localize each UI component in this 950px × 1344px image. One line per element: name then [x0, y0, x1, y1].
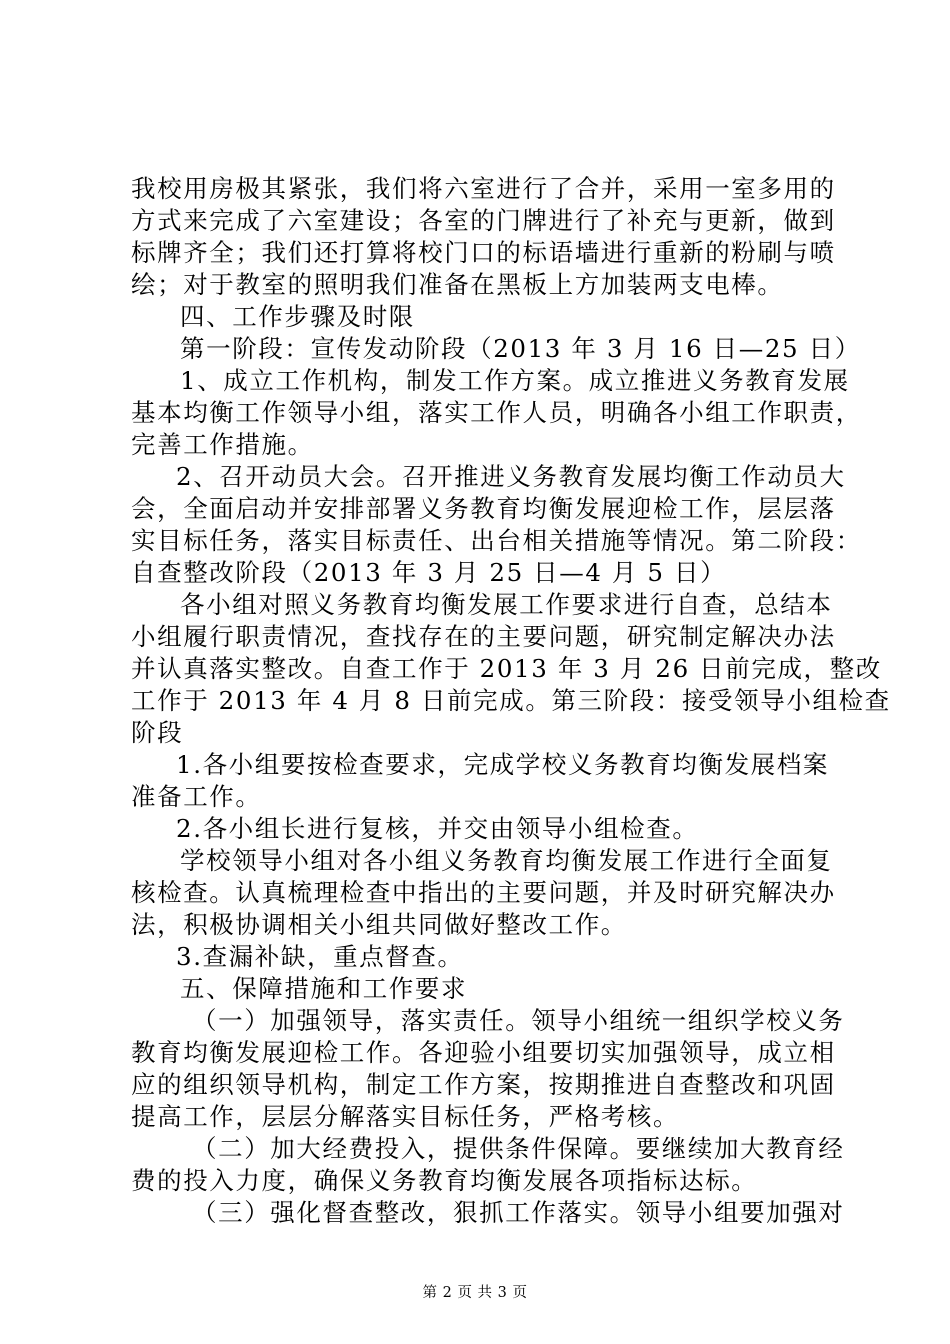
document-body	[131, 173, 891, 1229]
text-line: 方式来完成了六室建设；各室的门牌进行了补充与更新，做到	[131, 206, 836, 235]
text-line: 五、保障措施和工作要求	[180, 974, 468, 1003]
text-line: 阶段	[131, 718, 184, 747]
text-line: 应的组织领导机构，制定工作方案，按期推进自查整改和巩固	[131, 1070, 836, 1099]
text-line: 费的投入力度，确保义务教育均衡发展各项指标达标。	[131, 1166, 758, 1195]
text-line: 绘；对于教室的照明我们准备在黑板上方加装两支电棒。	[131, 270, 784, 299]
text-line: 工作于 2013 年 4 月 8 日前完成。第三阶段：接受领导小组检查	[131, 686, 891, 715]
text-line: 1、成立工作机构，制发工作方案。成立推进义务教育发展	[180, 366, 850, 395]
text-line: 法，积极协调相关小组共同做好整改工作。	[131, 910, 627, 939]
text-line: （二）加大经费投入，提供条件保障。要继续加大教育经	[192, 1134, 845, 1163]
text-line: 1.各小组要按检查要求，完成学校义务教育均衡发展档案	[176, 750, 829, 779]
text-line: 实目标任务，落实目标责任、出台相关措施等情况。第二阶段：	[131, 526, 862, 555]
text-line: 标牌齐全；我们还打算将校门口的标语墙进行重新的粉刷与喷	[131, 238, 836, 267]
text-line: 准备工作。	[131, 782, 262, 811]
text-line: 并认真落实整改。自查工作于 2013 年 3 月 26 日前完成，整改	[131, 654, 882, 683]
text-line: 2、召开动员大会。召开推进义务教育发展均衡工作动员大	[176, 462, 846, 491]
text-line: 第一阶段：宣传发动阶段（2013 年 3 月 16 日—25 日）	[180, 334, 861, 363]
text-line: 各小组对照义务教育均衡发展工作要求进行自查，总结本	[180, 590, 833, 619]
text-line: （三）强化督查整改，狠抓工作落实。领导小组要加强对	[192, 1198, 845, 1227]
text-line: 3.查漏补缺，重点督查。	[176, 942, 464, 971]
text-line: 教育均衡发展迎检工作。各迎验小组要切实加强领导，成立相	[131, 1038, 836, 1067]
text-line: 我校用房极其紧张，我们将六室进行了合并，采用一室多用的	[131, 174, 836, 203]
text-line: 完善工作措施。	[131, 430, 314, 459]
text-line: 会，全面启动并安排部署义务教育均衡发展迎检工作，层层落	[131, 494, 836, 523]
text-line: 自查整改阶段（2013 年 3 月 25 日—4 月 5 日）	[131, 558, 727, 587]
text-line: 2.各小组长进行复核，并交由领导小组检查。	[176, 814, 699, 843]
text-line: 提高工作，层层分解落实目标任务，严格考核。	[131, 1102, 680, 1131]
text-line: 小组履行职责情况，查找存在的主要问题，研究制定解决办法	[131, 622, 836, 651]
page-footer: 第 2 页 共 3 页	[422, 1285, 528, 1301]
text-line: （一）加强领导，落实责任。领导小组统一组织学校义务	[192, 1006, 845, 1035]
text-line: 学校领导小组对各小组义务教育均衡发展工作进行全面复	[180, 846, 833, 875]
text-line: 四、工作步骤及时限	[180, 302, 415, 331]
text-line: 基本均衡工作领导小组，落实工作人员，明确各小组工作职责，	[131, 398, 862, 427]
text-line: 核检查。认真梳理检查中指出的主要问题，并及时研究解决办	[131, 878, 836, 907]
